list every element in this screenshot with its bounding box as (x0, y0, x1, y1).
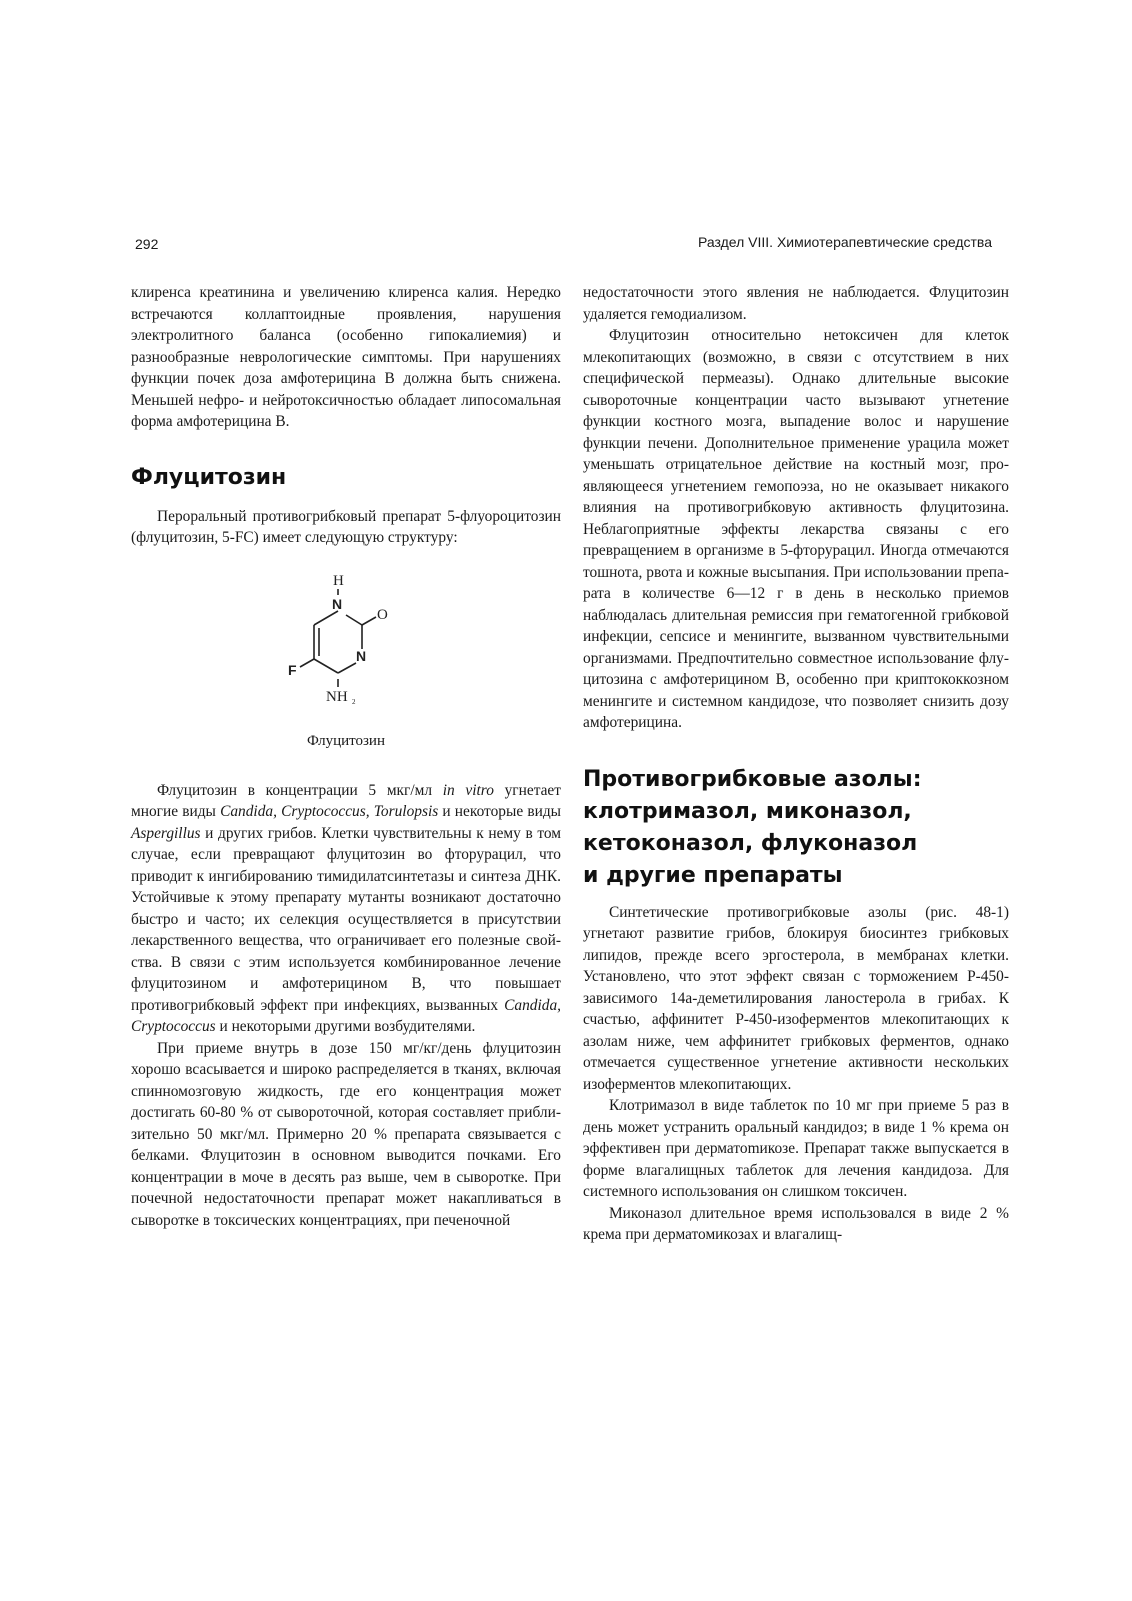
bond-n1-c6 (314, 611, 338, 625)
atom-nh-subscript: 2 (352, 697, 356, 706)
bond-c2-o (362, 617, 376, 625)
paragraph-flucytosine-intro: Пероральный противогрибковый препарат 5-флуороцитозин (флуцитозин, 5-FC) имеет следующую структуру: (131, 507, 561, 546)
bond-c2-n1 (346, 615, 362, 625)
paragraph-flucytosine-toxicity: Флуцитозин относительно нетоксичен для клеток млекопитающих (возможно, в связи с отсутствием в них специфической пермеазы). Однако длительные высокие сывороточные концентрации часто вызывают угнетение функции костного мозга, выпадение волос и нарушение функции печени. Дополнительное применение урацила может уменьшать отрицательное действие на костный мозг, проявляющееся угнетением гемопоэза, но не оказывает никакого влияния на противогрибковую активность флуцитозина. Неблагоприятные эффекты лекарства связаны с его превращением в организме в 5-фторурацил. Иногда отмечаются тошнота, рвота и кожные высыпания. При использовании препарата в количестве 6—12 г в день в несколько приемов наблюдалась длительная ремиссия при гематогенной грибковой инфекции, сепсисе и менингите, вызванном чувствительными организмами. Предпочтительно совместное использование флуцитозина с амфотерицином В, особенно при криптококкозном менингите и системном кандидозе, что позволяет снизить дозу амфотерицина. (583, 327, 1009, 731)
heading-antifungal-azoles: Противогрибковые азолы: клотримазол, миконазол, кетоконазол, флуконазол и другие препараты (583, 766, 922, 888)
paragraph-continuation: недостаточности этого явления не наблюдается. Флуцитозин удаляется гемодиализом. (583, 284, 1009, 323)
atom-h: H (333, 572, 344, 589)
atom-o: O (377, 606, 388, 623)
paragraph-flucytosine-activity: Флуцитозин в концентрации 5 мкг/мл in vitro угнетает многие виды Candida, Cryptococcus, Torulopsis и некоторые виды Aspergillus и других грибов. Клетки чувствительны к нему в том случае, если превращают флуцитозин во фторурацил, что приводит к ингибированию тимидилатсинтетазы и синтеза ДНК. Устойчивые к этому препарату мутанты возникают достаточно быстро и часто; их селекция осуществляется в присутствии лекарственного вещества, что ограничивает его полезные свойства. В связи с этим используется комбинированное лечение флуцитозином и амфотерицином В, что повышает противогрибковый эффект при инфекциях, вызванных Candida, Cryptococcus и некоторыми другими возбудителями. (131, 781, 561, 1035)
left-column (131, 282, 561, 1231)
paragraph-flucytosine-pharmacokinetics: При приеме внутрь в дозе 150 мг/кг/день флуцитозин хорошо всасывается и широко распределяется в тканях, включая спинномозговую жидкость, где его концентрация может достигать 60-80 % от сывороточной, которая составляет приблизительно 50 мкг/мл. Примерно 20 % препарата связывается с белками. Флуцитозин в основном выводится почками. Его концентрации в моче в десять раз выше, чем в сыворотке. При почечной недостаточности препарат может накапливаться в сыворотке в токсических концентрациях, при печеночной (131, 1039, 561, 1229)
paragraph-amphotericin-end: клиренса креатинина и увеличению клиренса калия. Нередко встречаются коллаптоидные проявления, нарушения электролитного баланса (особенно гипокалиемия) и разнообразные неврологические симптомы. При нарушениях функции почек доза амфотерицина В должна быть снижена. Меньшей нефро- и нейротоксичностью обладает липосомальная форма амфотерицина В. (131, 284, 561, 430)
bond-c4-n3 (338, 663, 356, 673)
running-head: Раздел VIII. Химиотерапевтические средства (698, 234, 992, 250)
flucytosine-structure-diagram (266, 567, 426, 717)
bond-c5-c4 (314, 659, 338, 673)
structure-caption: Флуцитозин (307, 732, 385, 749)
atom-nh: NH (326, 688, 348, 705)
page-number: 292 (135, 236, 159, 252)
right-column (583, 282, 1009, 1246)
paragraph-clotrimazole: Клотримазол в виде таблеток по 10 мг при приеме 5 раз в день может устранить оральный кандидоз; в виде 1 % крема он эффективен при дерматоmикозе. Препарат также выпускается в форме влагалищных таблеток для лечения кандидоза. Для системного использования он слишком токсичен. (583, 1097, 1009, 1200)
bond-c5-f (300, 659, 314, 667)
heading-flucytosine: Флуцитозин (131, 464, 287, 490)
atom-n3: N (356, 647, 367, 664)
atom-n1: N (332, 595, 343, 612)
paragraph-azoles-mechanism: Синтетические противогрибковые азолы (рис. 48-1) угнетают развитие грибов, блокируя биосинтез грибковых липидов, прежде всего эргостерола, в мембранах клетки. Установлено, что этот эффект связан с торможением Р-450-зависимого 14а-деметилирования ланостерола в грибах. К счастью, аффинитет Р-450-изоферментов млекопитающих к азолам ниже, чем аффинитет грибковых ферментов, однако отмечается существенное угнетение активности нескольких изоферментов млекопитающих. (583, 903, 1009, 1093)
paragraph-miconazole: Миконазол длительное время использовался в виде 2 % крема при дерматомикозах и влагалищ- (583, 1204, 1009, 1243)
atom-f: F (288, 661, 297, 678)
